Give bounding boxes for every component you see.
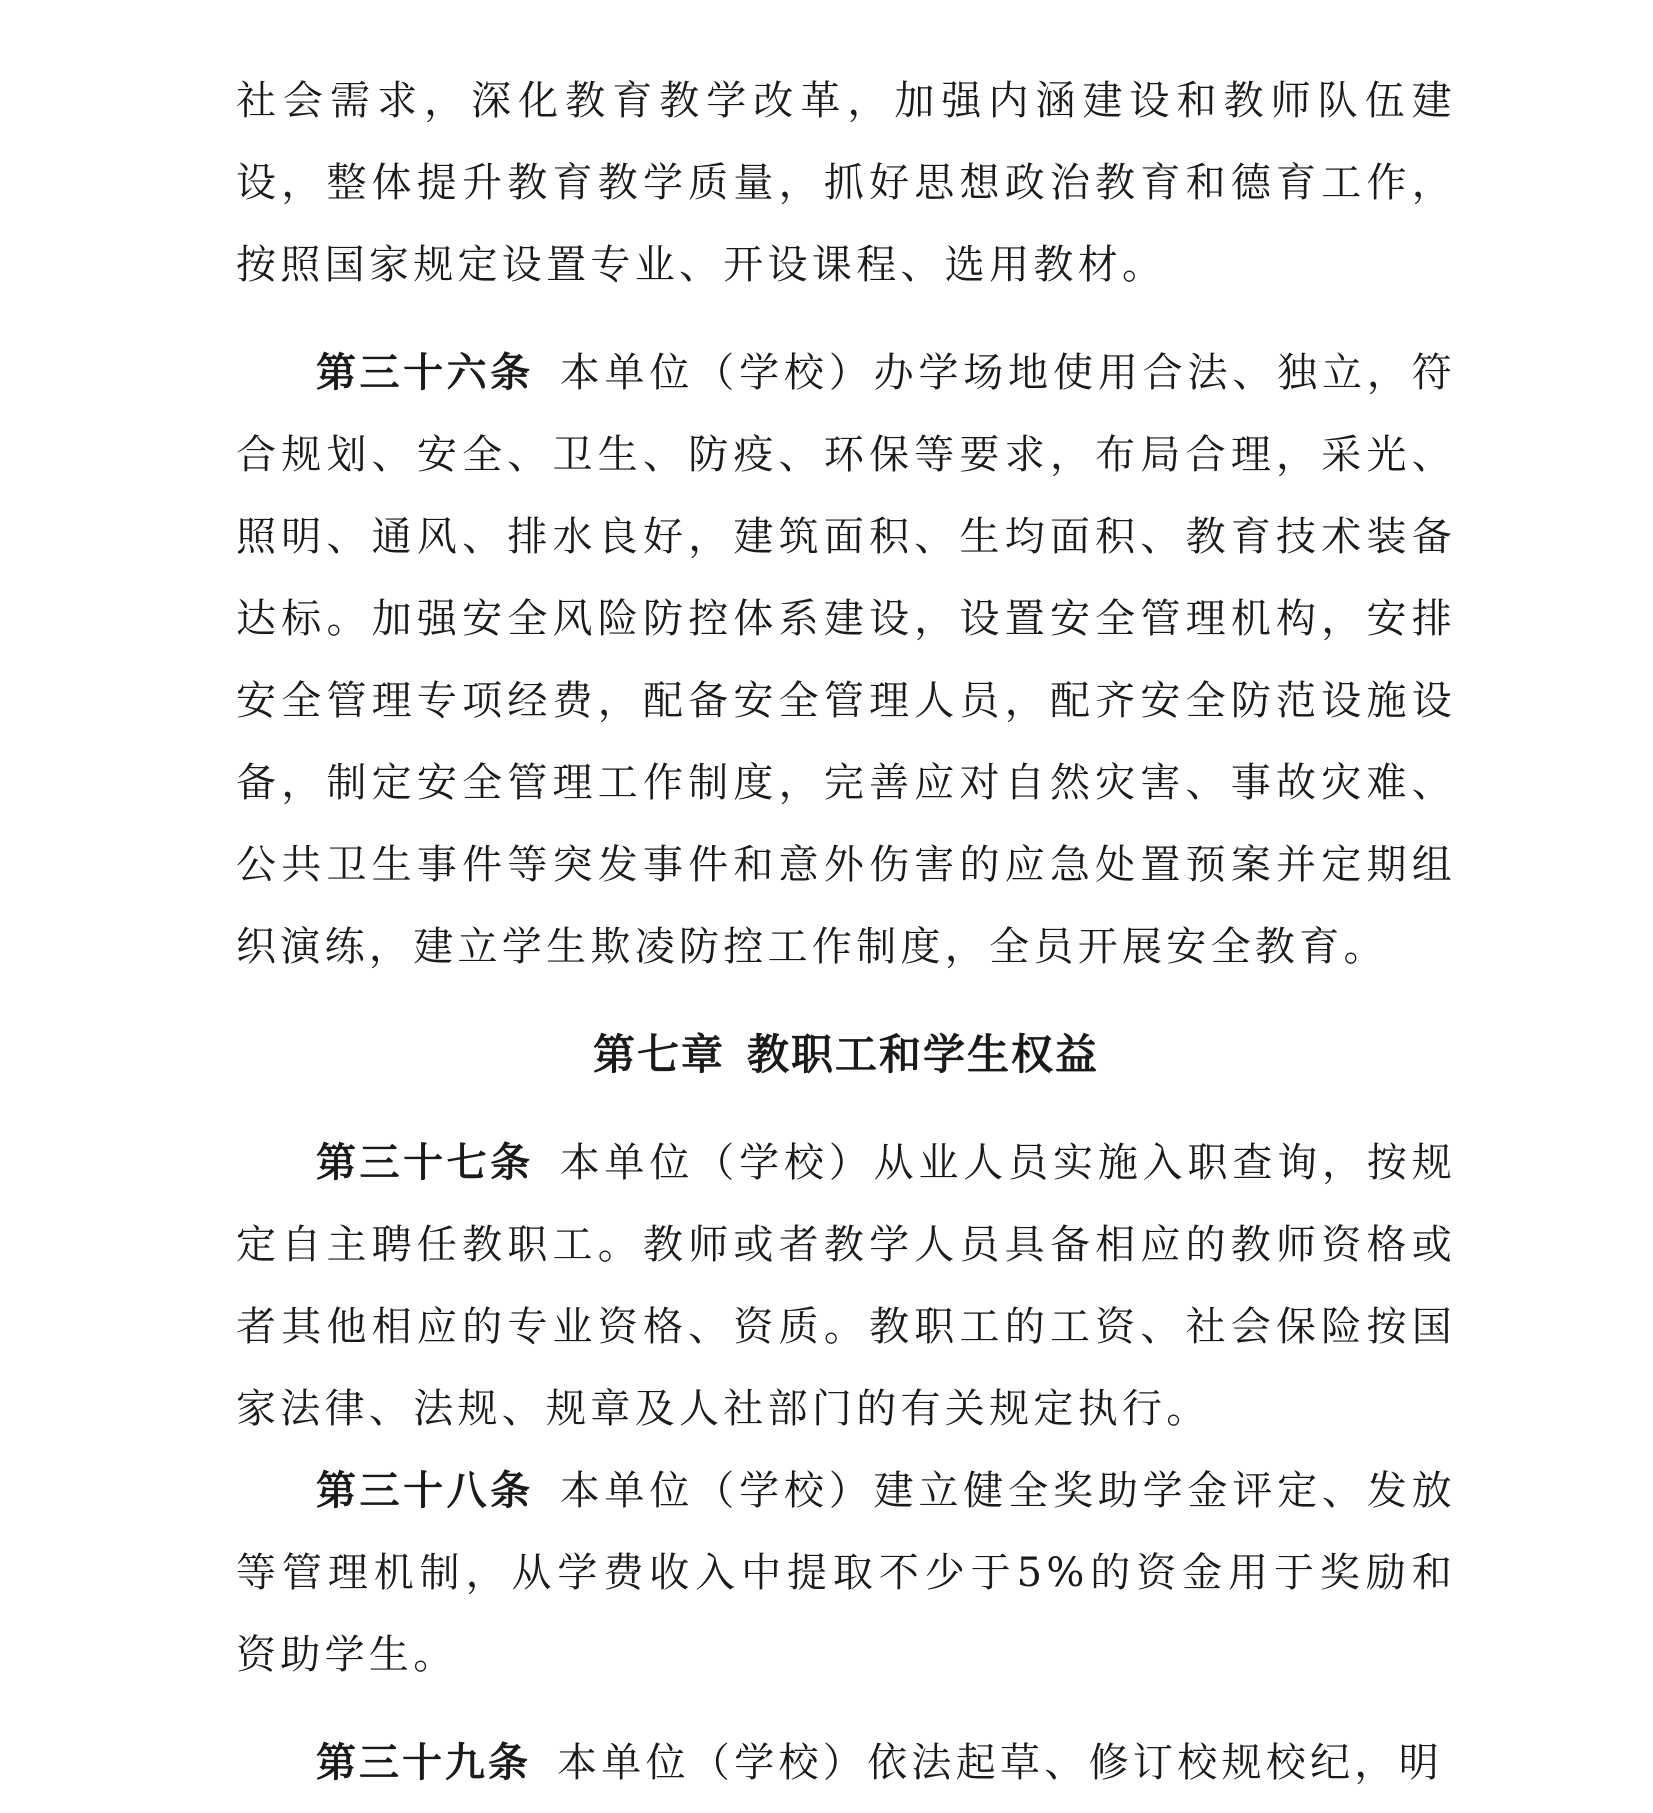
article-38-paragraph [236,1450,1456,1696]
article-37-body: 本单位（学校）从业人员实施入职查询，按规定自主聘任教职工。教师或者教学人员具备相应的教师资格或者其他相应的专业资格、资质。教职工的工资、社会保险按国家法律、法规、规章及人社部门的有关规定执行。 [236,1140,1457,1432]
article-39-paragraph [236,1722,1456,1804]
chapter-heading [236,1014,1456,1122]
continuation-paragraph [236,60,1456,306]
article-39-heading: 第三十九条 [316,1740,531,1786]
article-38-heading: 第三十八条 [316,1468,534,1514]
continuation-text: 社会需求，深化教育教学改革，加强内涵建设和教师队伍建设，整体提升教育教学质量，抓好思想政治教育和德育工作，按照国家规定设置专业、开设课程、选用教材。 [236,78,1456,288]
paragraph-gap [236,1696,1456,1722]
document-body [236,60,1456,1804]
article-36-heading: 第三十六条 [316,350,534,396]
paragraph-gap [236,306,1456,332]
chapter-title: 教职工和学生权益 [747,1030,1100,1079]
article-37-paragraph [236,1122,1456,1450]
article-39-body: 本单位（学校）依法起草、修订校规校纪，明 [557,1740,1443,1786]
article-37-heading: 第三十七条 [316,1140,534,1186]
article-36-body: 本单位（学校）办学场地使用合法、独立，符合规划、安全、卫生、防疫、环保等要求，布局合理，采光、照明、通风、排水良好，建筑面积、生均面积、教育技术装备达标。加强安全风险防控体系建设，设置安全管理机构，安排安全管理专项经费，配备安全管理人员，配齐安全防范设施设备，制定安全管理工作制度，完善应对自然灾害、事故灾难、公共卫生事件等突发事件和意外伤害的应急处置预案并定期组织演练，建立学生欺凌防控工作制度，全员开展安全教育。 [236,350,1457,970]
paragraph-gap [236,988,1456,1014]
article-36-paragraph [236,332,1456,988]
article-38-body: 本单位（学校）建立健全奖助学金评定、发放等管理机制，从学费收入中提取不少于5%的资金用于奖励和资助学生。 [236,1468,1457,1678]
chapter-number: 第七章 [592,1030,725,1079]
